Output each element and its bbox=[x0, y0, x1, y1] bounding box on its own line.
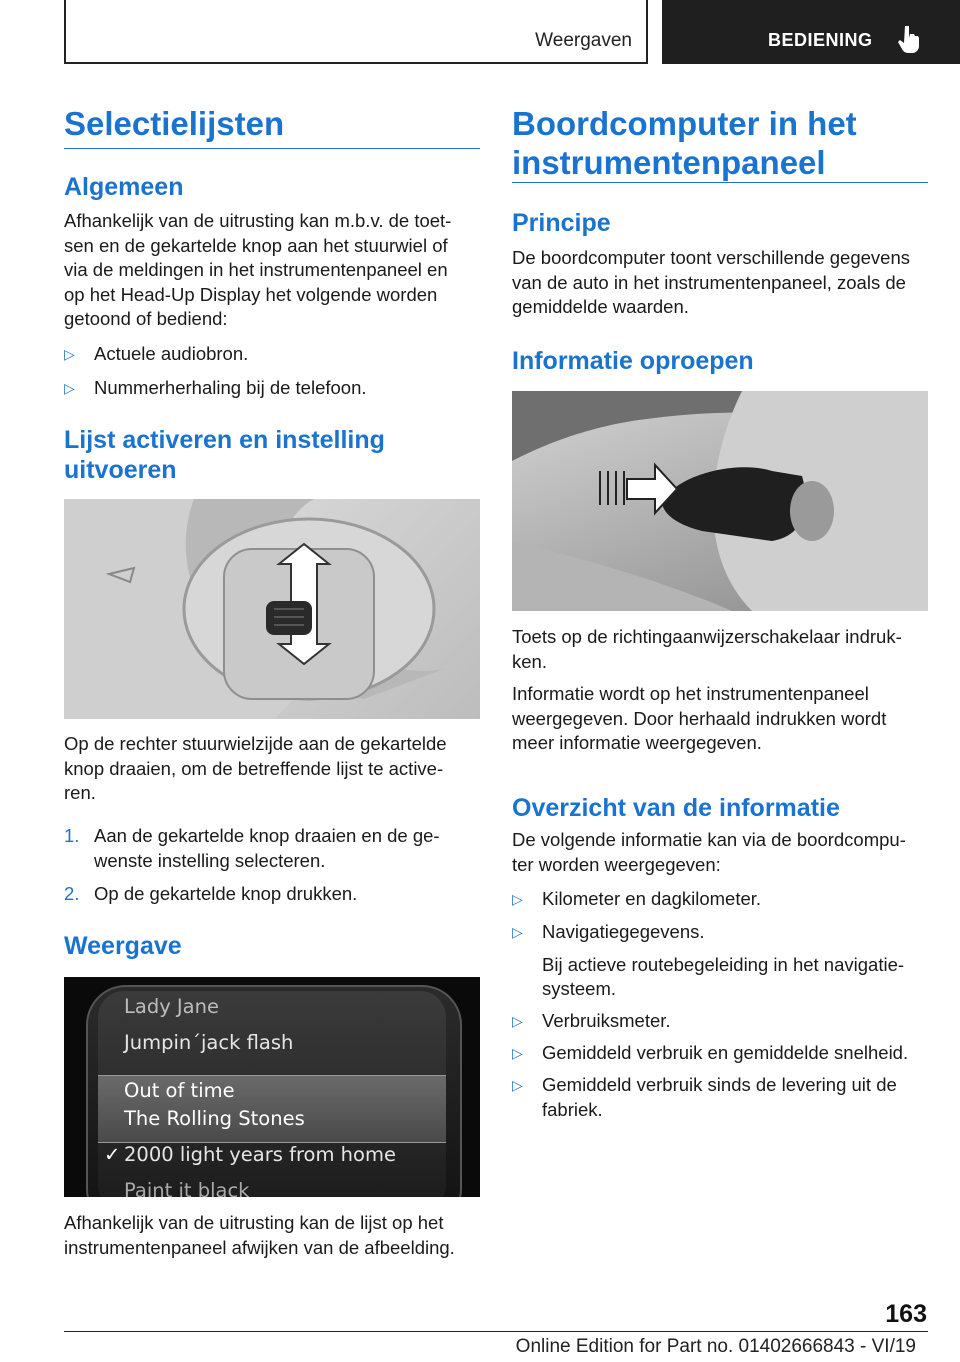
page-title-right: Boordcomputer in het instrumentenpaneel bbox=[512, 105, 857, 181]
footer-edition: Online Edition for Part no. 01402666843 - VI/19 bbox=[515, 1336, 916, 1357]
chapter-tab[interactable] bbox=[662, 0, 960, 64]
footer-rule bbox=[64, 1331, 928, 1332]
steering-wheel-image bbox=[64, 499, 480, 719]
heading-activeren: Lijst activeren en instelling uitvoeren bbox=[64, 426, 385, 484]
heading-principe: Principe bbox=[512, 209, 611, 237]
section-title: Weergaven bbox=[535, 30, 632, 51]
weergave-caption: Afhankelijk van de uitrusting kan de lijst op het instrumentenpaneel afwijken van de afbeelding. bbox=[64, 1212, 455, 1258]
bullet-triangle-icon: ▷ bbox=[512, 891, 523, 907]
page-title-left: Selectielijsten bbox=[64, 105, 285, 142]
heading-algemeen: Algemeen bbox=[64, 173, 184, 201]
turn-signal-stalk-image bbox=[512, 391, 928, 611]
display-screen: Lady Jane Jumpin´jack flash Out of time The Rolling Stones ✓ 2000 light years from home Paint it black bbox=[98, 991, 446, 1197]
header-box bbox=[64, 0, 648, 64]
check-icon: ✓ bbox=[104, 1143, 121, 1166]
bullet-triangle-icon: ▷ bbox=[64, 380, 75, 396]
algemeen-intro: Afhankelijk van de uitrusting kan m.b.v. de toet- sen en de gekartelde knop aan het stuurwiel of via de meldingen in het instrumentenpaneel en op het Head-Up Display het volgende worden getoond of bediend: bbox=[64, 210, 452, 329]
oproepen-caption-1: Toets op de richtingaanwijzerschakelaar indruk- ken. bbox=[512, 626, 902, 672]
heading-oproepen: Informatie oproepen bbox=[512, 347, 754, 375]
oproepen-caption-2: Informatie wordt op het instrumentenpaneel weergegeven. Door herhaald indrukken wordt meer informatie weergegeven. bbox=[512, 683, 887, 753]
bullet-triangle-icon: ▷ bbox=[512, 1045, 523, 1061]
title-rule bbox=[512, 182, 928, 183]
page-number: 163 bbox=[885, 1300, 927, 1328]
bullet-triangle-icon: ▷ bbox=[512, 924, 523, 940]
display-list-image bbox=[64, 977, 480, 1197]
bullet-triangle-icon: ▷ bbox=[512, 1013, 523, 1029]
title-rule bbox=[64, 148, 480, 149]
overzicht-intro: De volgende informatie kan via de boordcompu- ter worden weergegeven: bbox=[512, 829, 906, 875]
heading-overzicht: Overzicht van de informatie bbox=[512, 794, 840, 822]
heading-weergave: Weergave bbox=[64, 932, 182, 960]
bullet-triangle-icon: ▷ bbox=[64, 346, 75, 362]
principe-text: De boordcomputer toont verschillende gegevens van de auto in het instrumentenpaneel, zoals de gemiddelde waarden. bbox=[512, 247, 910, 317]
bullet-triangle-icon: ▷ bbox=[512, 1077, 523, 1093]
activeren-caption: Op de rechter stuurwielzijde aan de gekartelde knop draaien, om de betreffende lijst te active- ren. bbox=[64, 733, 447, 803]
pointing-hand-icon bbox=[896, 24, 922, 54]
chapter-title: BEDIENING bbox=[768, 30, 873, 50]
